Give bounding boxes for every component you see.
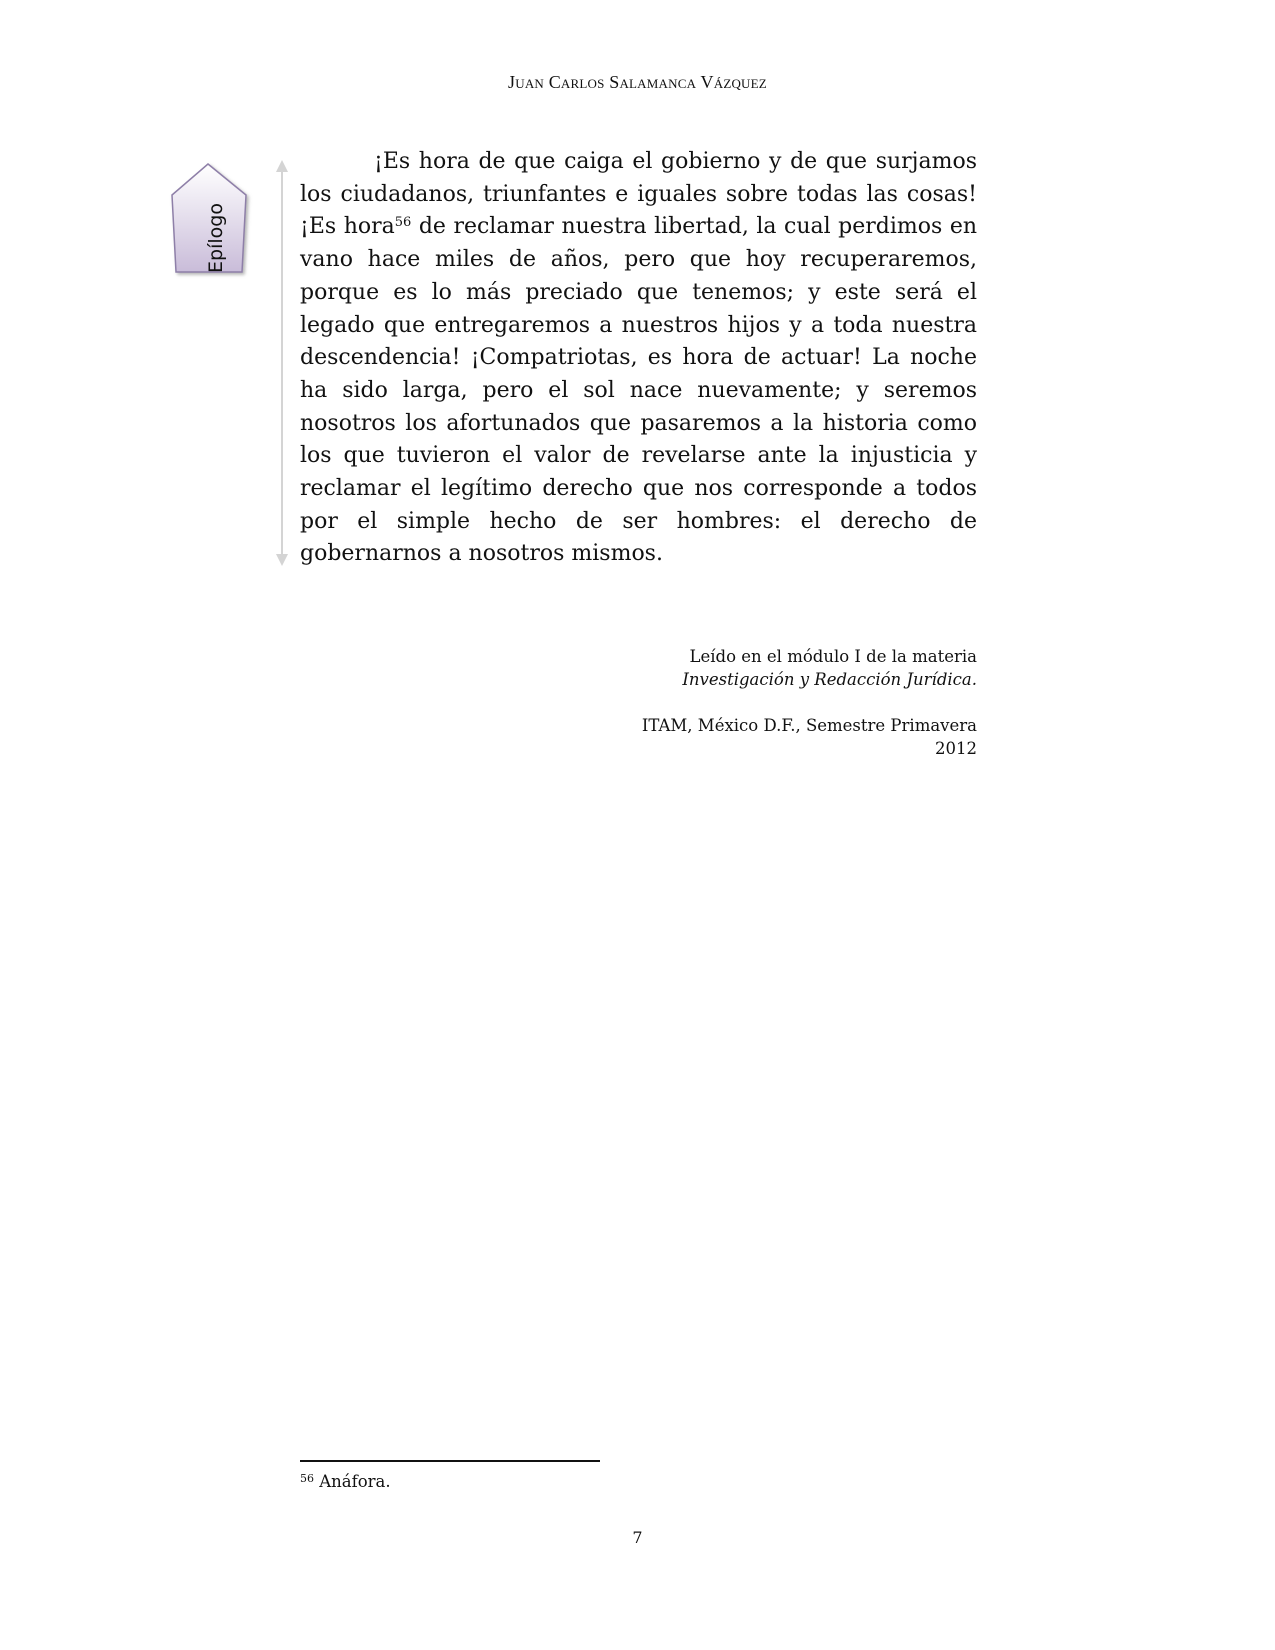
- epilogue-label: Epílogo: [205, 203, 227, 273]
- body-text-part2: de reclamar nuestra libertad, la cual perdimos en vano hace miles de años, pero que hoy recuperaremos, porque es lo más preciado que tenemos; y este será el legado que entregaremos a nuestros hijos y a toda nuestra descendencia! ¡Compatriotas, es hora de actuar! La noche ha sido larga, pero el sol nace nuevamente; y seremos nosotros los afortunados que pasaremos a la historia como los que tuvieron el valor de revelarse ante la injusticia y reclamar el legítimo derecho que nos corresponde a todos por el simple hecho de ser hombres: el derecho de gobernarnos a nosotros mismos.: [300, 214, 978, 567]
- body-text-part1: ¡Es hora de que caiga el gobierno y de que surjamos los ciudadanos, triunfantes e iguales sobre todas las cosas! ¡Es hora: [300, 149, 977, 240]
- footnote-reference: 56: [394, 215, 412, 231]
- running-header: Juan Carlos Salamanca Vázquez: [508, 72, 767, 92]
- epilogue-pentagon-tag: [168, 160, 264, 290]
- reading-note: [560, 645, 977, 691]
- body-paragraph: [300, 146, 977, 571]
- reading-note-line: Leído en el módulo I de la materia: [689, 647, 977, 666]
- course-title: Investigación y Redacción Jurídica.: [682, 670, 977, 689]
- footnote: [300, 1472, 391, 1491]
- footnote-text: Anáfora.: [314, 1472, 391, 1491]
- institution-line: ITAM, México D.F., Semestre Primavera: [641, 716, 977, 735]
- page-number: 7: [632, 1528, 643, 1547]
- year-line: 2012: [935, 739, 977, 758]
- footnote-number: 56: [300, 1472, 314, 1485]
- place-date: [560, 714, 977, 760]
- footnote-separator: [300, 1460, 600, 1462]
- vertical-double-arrow: [276, 160, 288, 566]
